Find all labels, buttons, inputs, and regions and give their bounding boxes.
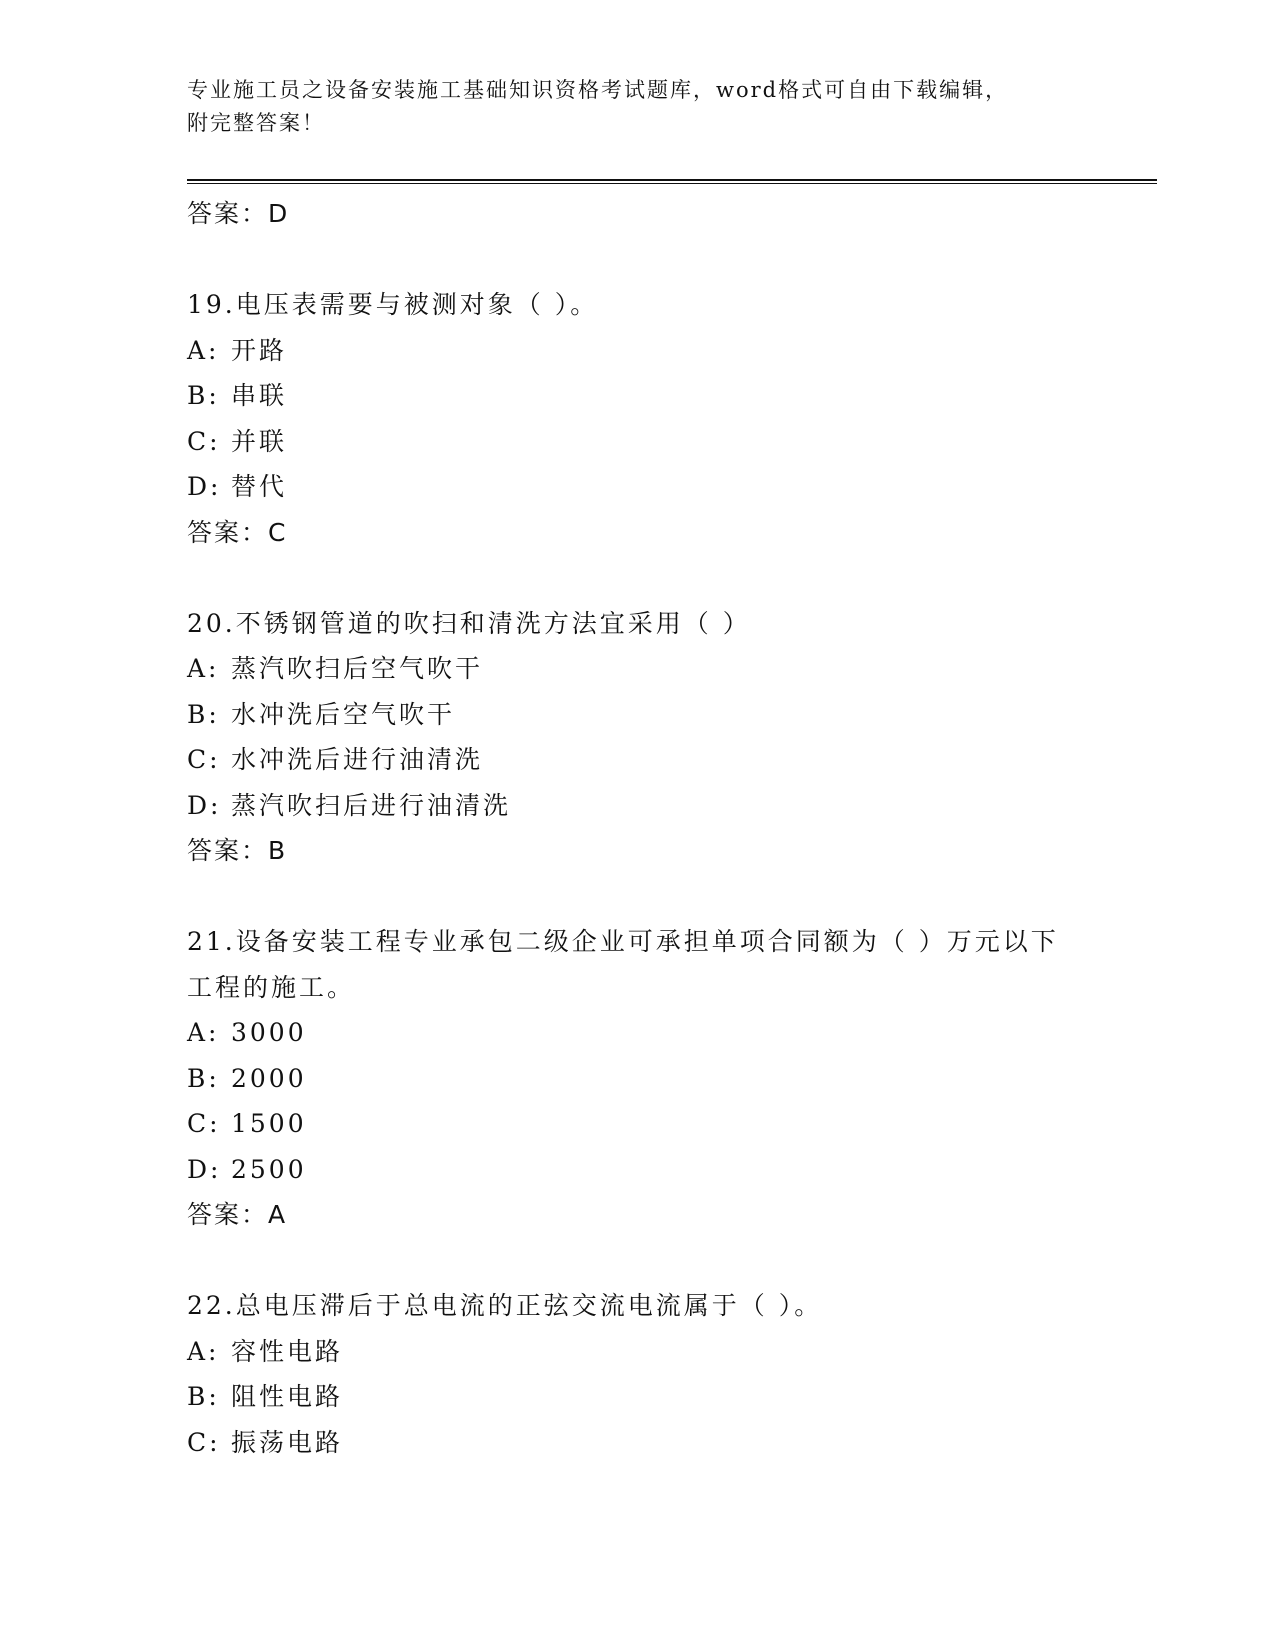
question-block (187, 1283, 1157, 1465)
option-b: B: 水冲洗后空气吹干 (187, 699, 456, 729)
option-c: C: 1500 (187, 1109, 307, 1138)
option-b: B: 阻性电路 (187, 1382, 344, 1411)
question-stem: 21.设备安装工程专业承包二级企业可承担单项合同额为（ ）万元以下工程的施工。 (187, 927, 1059, 1002)
option-c: C: 并联 (187, 426, 288, 456)
option-b: B: 2000 (187, 1063, 307, 1093)
question-stem: 22.总电压滞后于总电流的正弦交流电流属于（ ）。 (187, 1291, 823, 1320)
option-a: A: 3000 (187, 1018, 307, 1047)
answer-line: 答案：A (187, 1200, 288, 1229)
option-a: A: 蒸汽吹扫后空气吹干 (187, 654, 484, 683)
option-c: C: 水冲洗后进行油清洗 (187, 745, 484, 774)
option-d: D: 替代 (187, 472, 288, 501)
option-a: A: 开路 (187, 335, 288, 365)
answer-line: 答案：D (187, 199, 290, 228)
document-header (187, 74, 1087, 140)
question-stem: 19.电压表需要与被测对象（ ）。 (187, 290, 599, 319)
option-a: A: 容性电路 (187, 1336, 344, 1366)
option-d: D: 2500 (187, 1154, 307, 1184)
header-line-1: 专业施工员之设备安装施工基础知识资格考试题库，word格式可自由下载编辑， (187, 78, 1009, 102)
question-stem: 20.不锈钢管道的吹扫和清洗方法宜采用（ ） (187, 608, 751, 638)
answer-line: 答案：B (187, 836, 288, 865)
question-list (187, 191, 1157, 1465)
option-d: D: 蒸汽吹扫后进行油清洗 (187, 790, 512, 820)
header-line-2: 附完整答案！ (187, 111, 325, 135)
option-b: B: 串联 (187, 381, 288, 410)
question-block (187, 919, 1157, 1238)
option-c: C: 振荡电路 (187, 1427, 344, 1457)
question-block (187, 282, 1157, 555)
question-block (187, 601, 1157, 874)
answer-line: 答案：C (187, 517, 288, 547)
header-divider (187, 179, 1157, 184)
